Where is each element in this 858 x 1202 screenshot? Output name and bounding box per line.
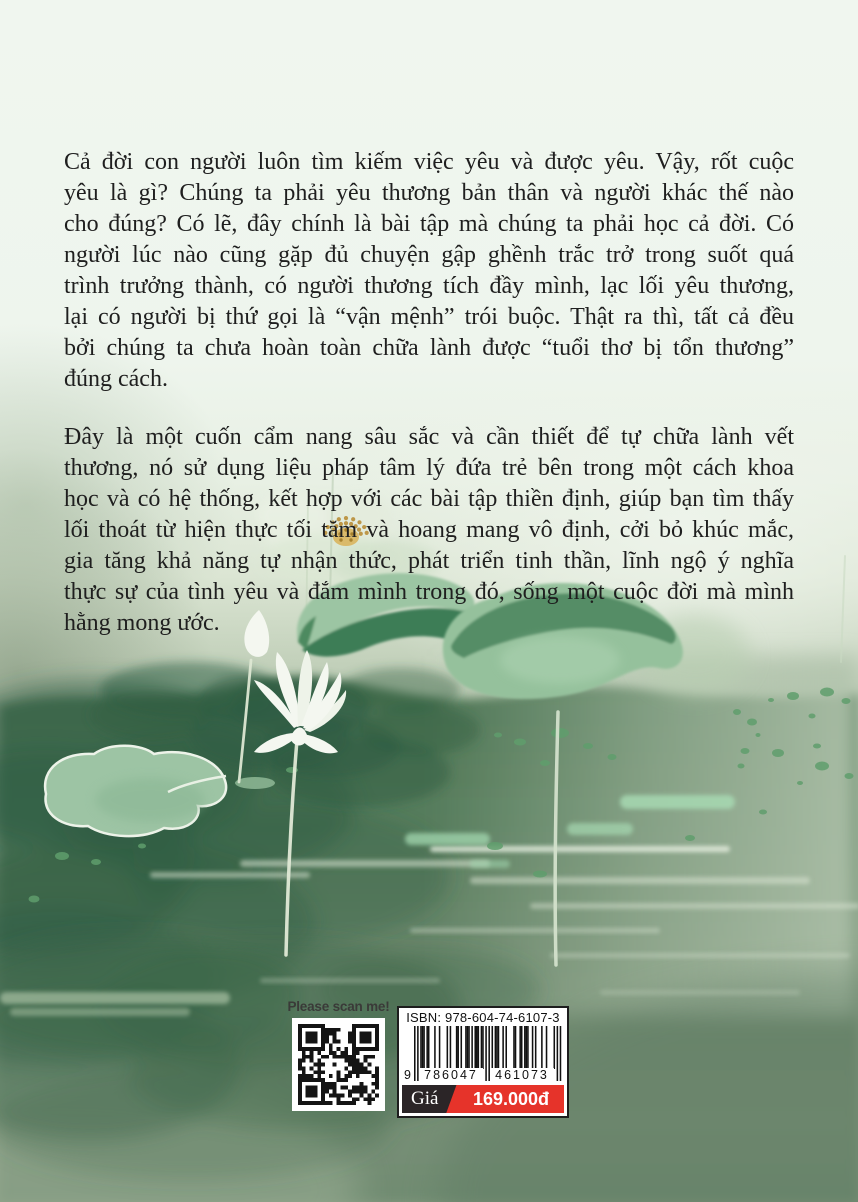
body-text-line: Cả đời con người luôn tìm kiếm việc yêu và được yêu. Vậy, rốt cuộc <box>64 149 794 175</box>
ean-digit-first: 9 <box>404 1068 411 1082</box>
qr-block <box>281 999 396 1111</box>
ean-barcode-icon <box>402 1026 564 1083</box>
body-text-line: học và có hệ thống, kết hợp với các bài tập thiền định, giúp bạn tìm thấy <box>64 486 794 512</box>
ean-digits-right: 461073 <box>490 1068 554 1083</box>
qr-code-icon <box>292 1018 385 1111</box>
ean-digits-left: 786047 <box>419 1068 483 1083</box>
body-text-line: hằng mong ước. <box>64 610 220 636</box>
body-text-line: gia tăng khả năng tự nhận thức, phát triển tinh thần, lĩnh ngộ ý nghĩa <box>64 548 794 574</box>
paragraph-2 <box>64 422 794 639</box>
paragraph-1 <box>64 147 794 395</box>
body-text-line: Đây là một cuốn cẩm nang sâu sắc và cần thiết để tự chữa lành vết <box>64 424 794 450</box>
body-text-line: cho đúng? Có lẽ, đây chính là bài tập mà chúng ta phải học cả đời. Có <box>64 211 794 237</box>
price-value: 169.000đ <box>458 1085 564 1113</box>
body-text-line: đúng cách. <box>64 366 168 392</box>
body-text-line: người lúc nào cũng gặp đủ chuyện gập ghềnh trắc trở trong suốt quá <box>64 242 794 268</box>
body-text-line: thương, nó sử dụng liệu pháp tâm lý đứa trẻ bên trong một cách khoa <box>64 455 794 481</box>
body-text-line: lại có người bị thứ gọi là “vận mệnh” trói buộc. Thật ra thì, tất cả đều <box>64 304 794 330</box>
price-label: Giá <box>402 1085 458 1113</box>
body-text-line: yêu là gì? Chúng ta phải yêu thương bản thân và người khác thế nào <box>64 180 794 206</box>
body-text-line: thực sự của tình yêu và đắm mình trong đó, sống một cuộc đời mà mình <box>64 579 794 605</box>
scan-label: Please scan me! <box>287 999 390 1014</box>
body-text-line: trình trưởng thành, có người thương tích đầy mình, lạc lối yêu thương, <box>64 273 794 299</box>
pond <box>0 656 858 1202</box>
price-tag <box>402 1085 564 1113</box>
body-text-line: bởi chúng ta chưa hoàn toàn chữa lành được “tuổi thơ bị tổn thương” <box>64 335 794 361</box>
body-text-line: lối thoát từ hiện thực tối tăm và hoang mang vô định, cởi bỏ khúc mắc, <box>64 517 794 543</box>
isbn-box <box>397 1006 569 1118</box>
isbn-label: ISBN: 978-604-74-6107-3 <box>406 1010 560 1025</box>
